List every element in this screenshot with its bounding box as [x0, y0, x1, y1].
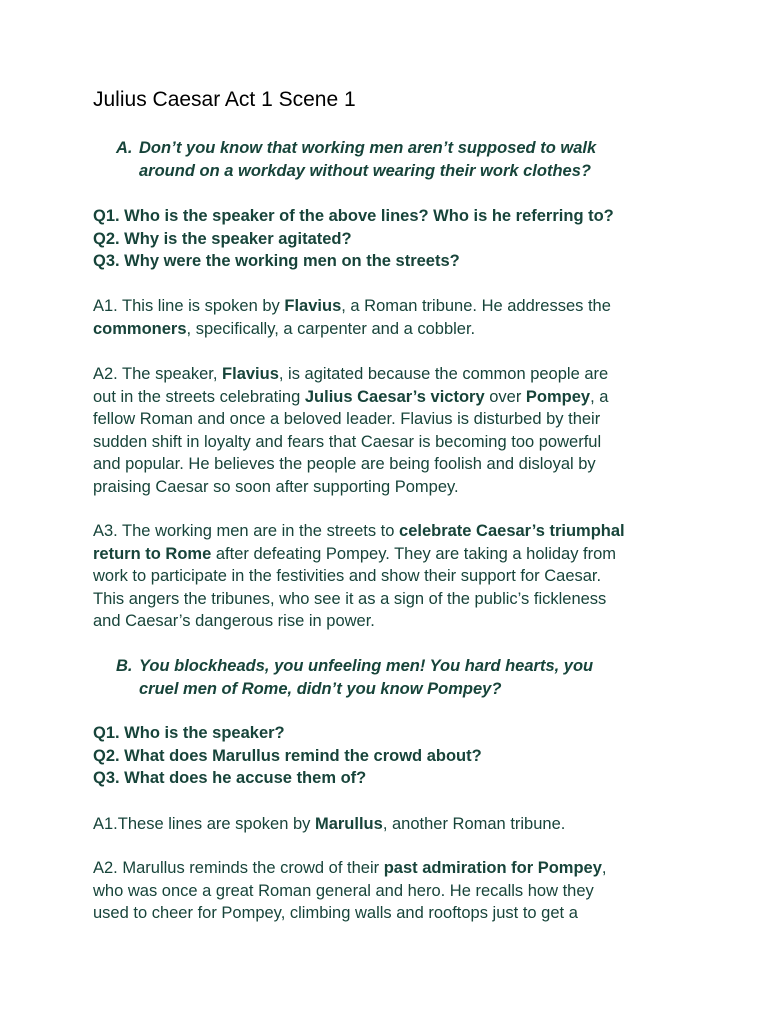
paragraph-line	[93, 295, 713, 318]
text-run: who was once a great Roman general and hero. He recalls how they	[93, 881, 594, 900]
answer-a-1	[93, 295, 713, 340]
paragraph-line	[93, 408, 713, 431]
questions-a	[93, 205, 713, 273]
text-run: , another Roman tribune.	[382, 815, 566, 833]
paragraph-line	[93, 318, 713, 341]
paragraph-line	[93, 565, 713, 588]
text-run: work to participate in the festivities and show their support for Caesar.	[93, 567, 602, 585]
answer-b-1	[93, 813, 713, 836]
bold-text: return to Rome	[93, 544, 212, 563]
paragraph-line	[93, 880, 713, 903]
text-run: sudden shift in loyalty and fears that Caesar is becoming too powerful	[93, 432, 602, 451]
paragraph-line	[93, 363, 713, 386]
paragraph-line	[93, 386, 713, 409]
text-run: A2. The speaker,	[93, 365, 223, 383]
bold-text: Flavius	[222, 365, 279, 383]
text-run: over	[484, 387, 526, 406]
paragraph-line	[93, 902, 713, 925]
text-run: out in the streets celebrating	[93, 387, 305, 406]
text-run: A1. This line is spoken by	[93, 297, 285, 315]
text-run: after defeating Pompey. They are taking a holiday from	[211, 544, 617, 563]
quote-a-line: around on a workday without wearing their work clothes?	[139, 161, 591, 180]
question-b-3: Q3. What does he accuse them of?	[93, 769, 367, 787]
bold-text: Pompey	[525, 387, 591, 406]
quote-b-line: cruel men of Rome, didn’t you know Pompey?	[139, 679, 502, 698]
text-run: ,	[601, 859, 607, 877]
question-a-1: Q1. Who is the speaker of the above lines? Who is he referring to?	[93, 207, 614, 225]
text-run: , a	[590, 387, 609, 406]
quote-b	[116, 655, 696, 700]
text-run: and Caesar’s dangerous rise in power.	[93, 612, 375, 630]
question-a-2: Q2. Why is the speaker agitated?	[93, 229, 352, 248]
bold-text: Marullus	[314, 815, 383, 833]
paragraph-line	[93, 431, 713, 454]
bold-text: past admiration for Pompey	[383, 859, 602, 877]
paragraph-line	[93, 543, 713, 566]
paragraph-line	[93, 857, 713, 880]
answer-a-3	[93, 520, 713, 633]
text-run: fellow Roman and once a beloved leader. Flavius is disturbed by their	[93, 410, 601, 428]
text-run: A2. Marullus reminds the crowd of their	[93, 859, 384, 877]
text-run: and popular. He believes the people are being foolish and disloyal by	[93, 455, 596, 473]
paragraph-line	[93, 588, 713, 611]
paragraph-line	[93, 476, 713, 499]
bold-text: Julius Caesar’s victory	[304, 387, 485, 406]
text-run: , is agitated because the common people are	[278, 365, 609, 383]
bold-text: celebrate Caesar’s triumphal	[399, 522, 625, 540]
document-title: Julius Caesar Act 1 Scene 1	[93, 88, 356, 111]
quote-b-letter: B.	[116, 657, 133, 675]
quote-b-line: You blockheads, you unfeeling men! You hard hearts, you	[139, 657, 594, 675]
answer-b-2	[93, 857, 713, 925]
question-b-1: Q1. Who is the speaker?	[93, 724, 285, 742]
question-a-3: Q3. Why were the working men on the streets?	[93, 252, 460, 270]
paragraph-line	[93, 610, 713, 633]
text-run: , specifically, a carpenter and a cobbler.	[186, 319, 476, 338]
quote-a-line: Don’t you know that working men aren’t supposed to walk	[139, 139, 597, 157]
paragraph-line	[93, 520, 713, 543]
questions-b	[93, 722, 713, 790]
text-run: A1.These lines are spoken by	[93, 815, 315, 833]
text-run: praising Caesar so soon after supporting Pompey.	[93, 477, 459, 496]
bold-text: Flavius	[284, 297, 342, 315]
paragraph-line	[93, 453, 713, 476]
text-run: , a Roman tribune. He addresses the	[341, 297, 611, 315]
bold-text: commoners	[93, 319, 187, 338]
text-run: A3. The working men are in the streets to	[93, 522, 400, 540]
answer-a-2	[93, 363, 713, 498]
quote-a-letter: A.	[116, 139, 133, 157]
text-run: This angers the tribunes, who see it as a sign of the public’s fickleness	[93, 589, 607, 608]
question-b-2: Q2. What does Marullus remind the crowd about?	[93, 746, 482, 765]
text-run: used to cheer for Pompey, climbing walls and rooftops just to get a	[93, 904, 578, 922]
quote-a	[116, 137, 696, 182]
paragraph-line	[93, 813, 713, 836]
